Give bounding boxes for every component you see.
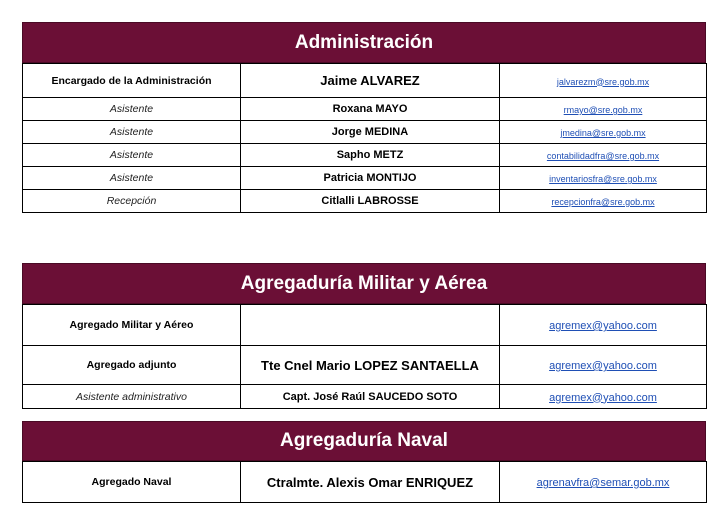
role-cell: Agregado adjunto xyxy=(23,346,241,385)
section-title-agregaduria-militar: Agregaduría Militar y Aérea xyxy=(22,263,706,304)
table-row xyxy=(23,144,707,167)
section-administracion xyxy=(22,22,706,213)
table-row xyxy=(23,305,707,346)
name-cell: Jorge MEDINA xyxy=(241,121,500,144)
name-cell: Capt. José Raúl SAUCEDO SOTO xyxy=(241,385,500,409)
table-row xyxy=(23,346,707,385)
section-agregaduria-naval xyxy=(22,421,706,503)
table-row xyxy=(23,121,707,144)
table-row xyxy=(23,462,707,503)
name-cell: Ctralmte. Alexis Omar ENRIQUEZ xyxy=(241,462,500,503)
email-link[interactable]: recepcionfra@sre.gob.mx xyxy=(551,197,655,207)
table-row xyxy=(23,64,707,98)
email-link[interactable]: agrenavfra@semar.gob.mx xyxy=(536,477,670,489)
role-cell: Agregado Militar y Aéreo xyxy=(23,305,241,346)
email-link[interactable]: jmedina@sre.gob.mx xyxy=(560,128,646,138)
role-cell: Asistente xyxy=(23,121,241,144)
section-title-agregaduria-naval: Agregaduría Naval xyxy=(22,421,706,461)
email-link[interactable]: jalvarezm@sre.gob.mx xyxy=(556,76,650,87)
role-cell: Agregado Naval xyxy=(23,462,241,503)
administracion-table xyxy=(22,63,707,213)
role-cell: Asistente administrativo xyxy=(23,385,241,409)
role-cell: Asistente xyxy=(23,167,241,190)
name-cell: Tte Cnel Mario LOPEZ SANTAELLA xyxy=(241,346,500,385)
email-link[interactable]: contabilidadfra@sre.gob.mx xyxy=(546,151,660,161)
email-link[interactable]: rmayo@sre.gob.mx xyxy=(563,105,643,115)
section-agregaduria-militar xyxy=(22,263,706,409)
name-cell: Jaime ALVAREZ xyxy=(241,64,500,98)
table-row xyxy=(23,385,707,409)
email-link[interactable]: agremex@yahoo.com xyxy=(549,391,657,404)
table-row xyxy=(23,190,707,213)
role-cell: Encargado de la Administración xyxy=(23,64,241,98)
role-cell: Asistente xyxy=(23,144,241,167)
role-cell: Asistente xyxy=(23,98,241,121)
agregaduria-militar-table xyxy=(22,304,707,409)
table-row xyxy=(23,167,707,190)
name-cell: Patricia MONTIJO xyxy=(241,167,500,190)
name-cell: Sapho METZ xyxy=(241,144,500,167)
name-cell: Roxana MAYO xyxy=(241,98,500,121)
email-link[interactable]: inventariosfra@sre.gob.mx xyxy=(549,174,657,184)
email-link[interactable]: agremex@yahoo.com xyxy=(549,360,657,372)
name-cell: Citlalli LABROSSE xyxy=(241,190,500,213)
name-cell xyxy=(241,305,500,346)
agregaduria-naval-table xyxy=(22,461,707,503)
table-row xyxy=(23,98,707,121)
section-title-administracion: Administración xyxy=(22,22,706,63)
email-link[interactable]: agremex@yahoo.com xyxy=(549,320,657,332)
role-cell: Recepción xyxy=(23,190,241,213)
